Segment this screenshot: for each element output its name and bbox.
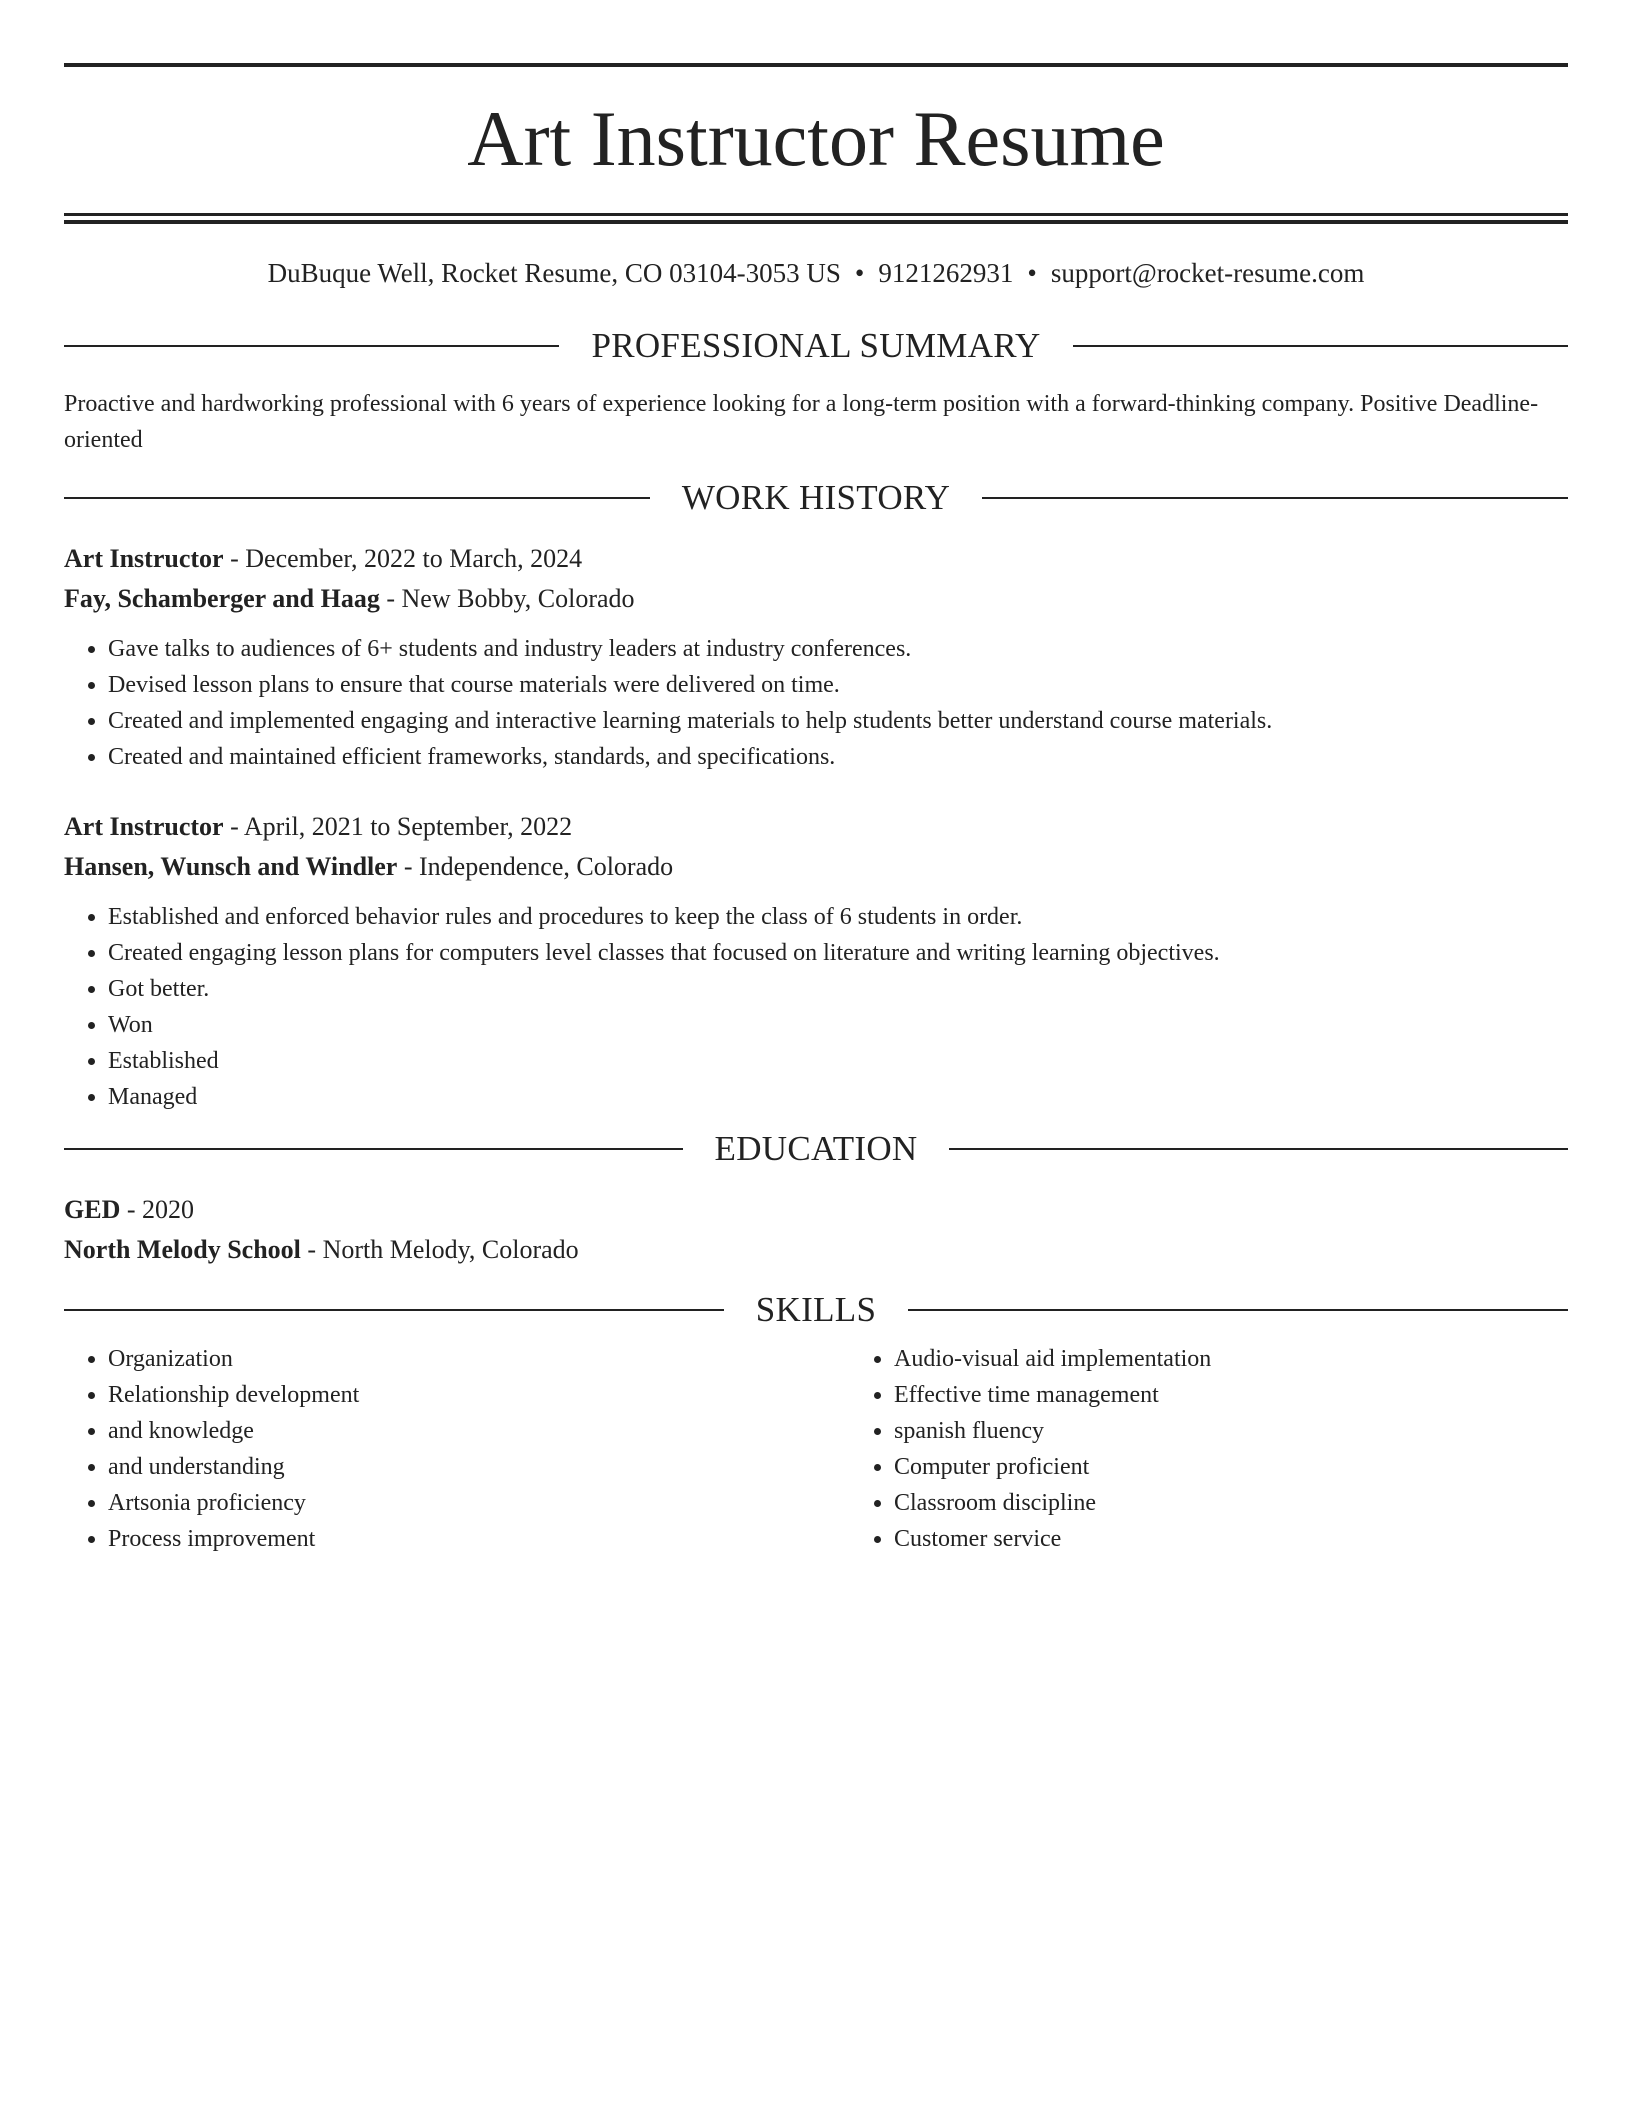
heading-rule-left <box>64 497 650 499</box>
summary-text: Proactive and hardworking professional with 6 years of experience looking for a long-term position with a forward-thinking company. Positive Deadline-oriented <box>64 391 1539 453</box>
section-heading-work <box>64 480 1568 515</box>
list-item: • Established <box>108 1043 1568 1079</box>
list-item: • Managed <box>108 1079 1568 1115</box>
section-heading-education <box>64 1131 1568 1166</box>
list-item: • Organization <box>108 1341 850 1377</box>
section-title: EDUCATION <box>714 1129 918 1168</box>
list-item: • Gave talks to audiences of 6+ students and industry leaders at industry conferences. <box>108 631 1568 667</box>
heading-rule-right <box>949 1148 1568 1150</box>
job-entry <box>64 539 1568 775</box>
job-company: Hansen, Wunsch and Windler <box>64 852 398 881</box>
list-item: • Classroom discipline <box>894 1485 1632 1521</box>
list-item: • Won <box>108 1007 1568 1043</box>
list-item: • Created engaging lesson plans for computers level classes that focused on literature and writing learning objectives. <box>108 935 1568 971</box>
job-company: Fay, Schamberger and Haag <box>64 584 380 613</box>
job-bullets <box>64 899 1568 1115</box>
job-location: Independence, Colorado <box>419 852 674 881</box>
list-item: • and understanding <box>108 1449 850 1485</box>
list-item: • Devised lesson plans to ensure that course materials were delivered on time. <box>108 667 1568 703</box>
job-dates: December, 2022 to March, 2024 <box>245 544 583 573</box>
job-entry <box>64 807 1568 1115</box>
section-title: SKILLS <box>755 1290 877 1329</box>
list-item: • Established and enforced behavior rules and procedures to keep the class of 6 students in order. <box>108 899 1568 935</box>
list-item: • and knowledge <box>108 1413 850 1449</box>
job-location: New Bobby, Colorado <box>401 584 635 613</box>
resume-title: Art Instructor Resume <box>467 95 1165 182</box>
list-item: • Artsonia proficiency <box>108 1485 850 1521</box>
resume-page <box>64 63 1568 1557</box>
job-dates: April, 2021 to September, 2022 <box>243 812 573 841</box>
contact-email: support@rocket-resume.com <box>1050 258 1365 288</box>
heading-rule-right <box>1073 345 1568 347</box>
heading-rule-left <box>64 1148 683 1150</box>
section-heading-summary <box>64 328 1568 363</box>
job-title: Art Instructor <box>64 812 224 841</box>
job-company-line: Hansen, Wunsch and Windler - Independence, Colorado <box>64 852 674 881</box>
section-title: PROFESSIONAL SUMMARY <box>591 326 1041 365</box>
job-title-line: Art Instructor - April, 2021 to September, 2022 <box>64 812 573 841</box>
education-school: North Melody School <box>64 1235 301 1264</box>
heading-rule-left <box>64 345 559 347</box>
section-heading-skills <box>64 1292 1568 1327</box>
job-title-line: Art Instructor - December, 2022 to March, 2024 <box>64 544 583 573</box>
heading-rule-right <box>982 497 1568 499</box>
skills-list-left <box>64 1341 850 1557</box>
skills-list-right <box>850 1341 1632 1557</box>
contact-line <box>64 260 1568 292</box>
contact-phone: 9121262931 <box>878 258 1014 288</box>
list-item: • Created and maintained efficient frameworks, standards, and specifications. <box>108 739 1568 775</box>
contact-separator: • <box>1027 258 1037 288</box>
list-item: • Relationship development <box>108 1377 850 1413</box>
education-location: North Melody, Colorado <box>322 1235 579 1264</box>
education-degree-line: GED - 2020 <box>64 1195 195 1224</box>
heading-rule-left <box>64 1309 724 1311</box>
list-item: • Audio-visual aid implementation <box>894 1341 1632 1377</box>
title-double-rule <box>64 213 1568 224</box>
list-item: • Computer proficient <box>894 1449 1632 1485</box>
heading-rule-right <box>908 1309 1568 1311</box>
list-item: • Process improvement <box>108 1521 850 1557</box>
education-degree: GED <box>64 1195 121 1224</box>
list-item: • spanish fluency <box>894 1413 1632 1449</box>
education-entry <box>64 1190 1568 1270</box>
education-school-line: North Melody School - North Melody, Colorado <box>64 1235 579 1264</box>
list-item: • Got better. <box>108 971 1568 1007</box>
skills-columns <box>64 1341 1568 1557</box>
contact-address: DuBuque Well, Rocket Resume, CO 03104-3053 US <box>267 258 841 288</box>
education-year: 2020 <box>142 1195 195 1224</box>
contact-separator: • <box>854 258 865 288</box>
list-item: • Effective time management <box>894 1377 1632 1413</box>
job-title: Art Instructor <box>64 544 224 573</box>
top-rule <box>64 63 1568 67</box>
job-company-line: Fay, Schamberger and Haag - New Bobby, Colorado <box>64 584 635 613</box>
job-bullets <box>64 631 1568 775</box>
list-item: • Customer service <box>894 1521 1632 1557</box>
section-title: WORK HISTORY <box>681 478 951 517</box>
list-item: • Created and implemented engaging and interactive learning materials to help students better understand course materials. <box>108 703 1568 739</box>
